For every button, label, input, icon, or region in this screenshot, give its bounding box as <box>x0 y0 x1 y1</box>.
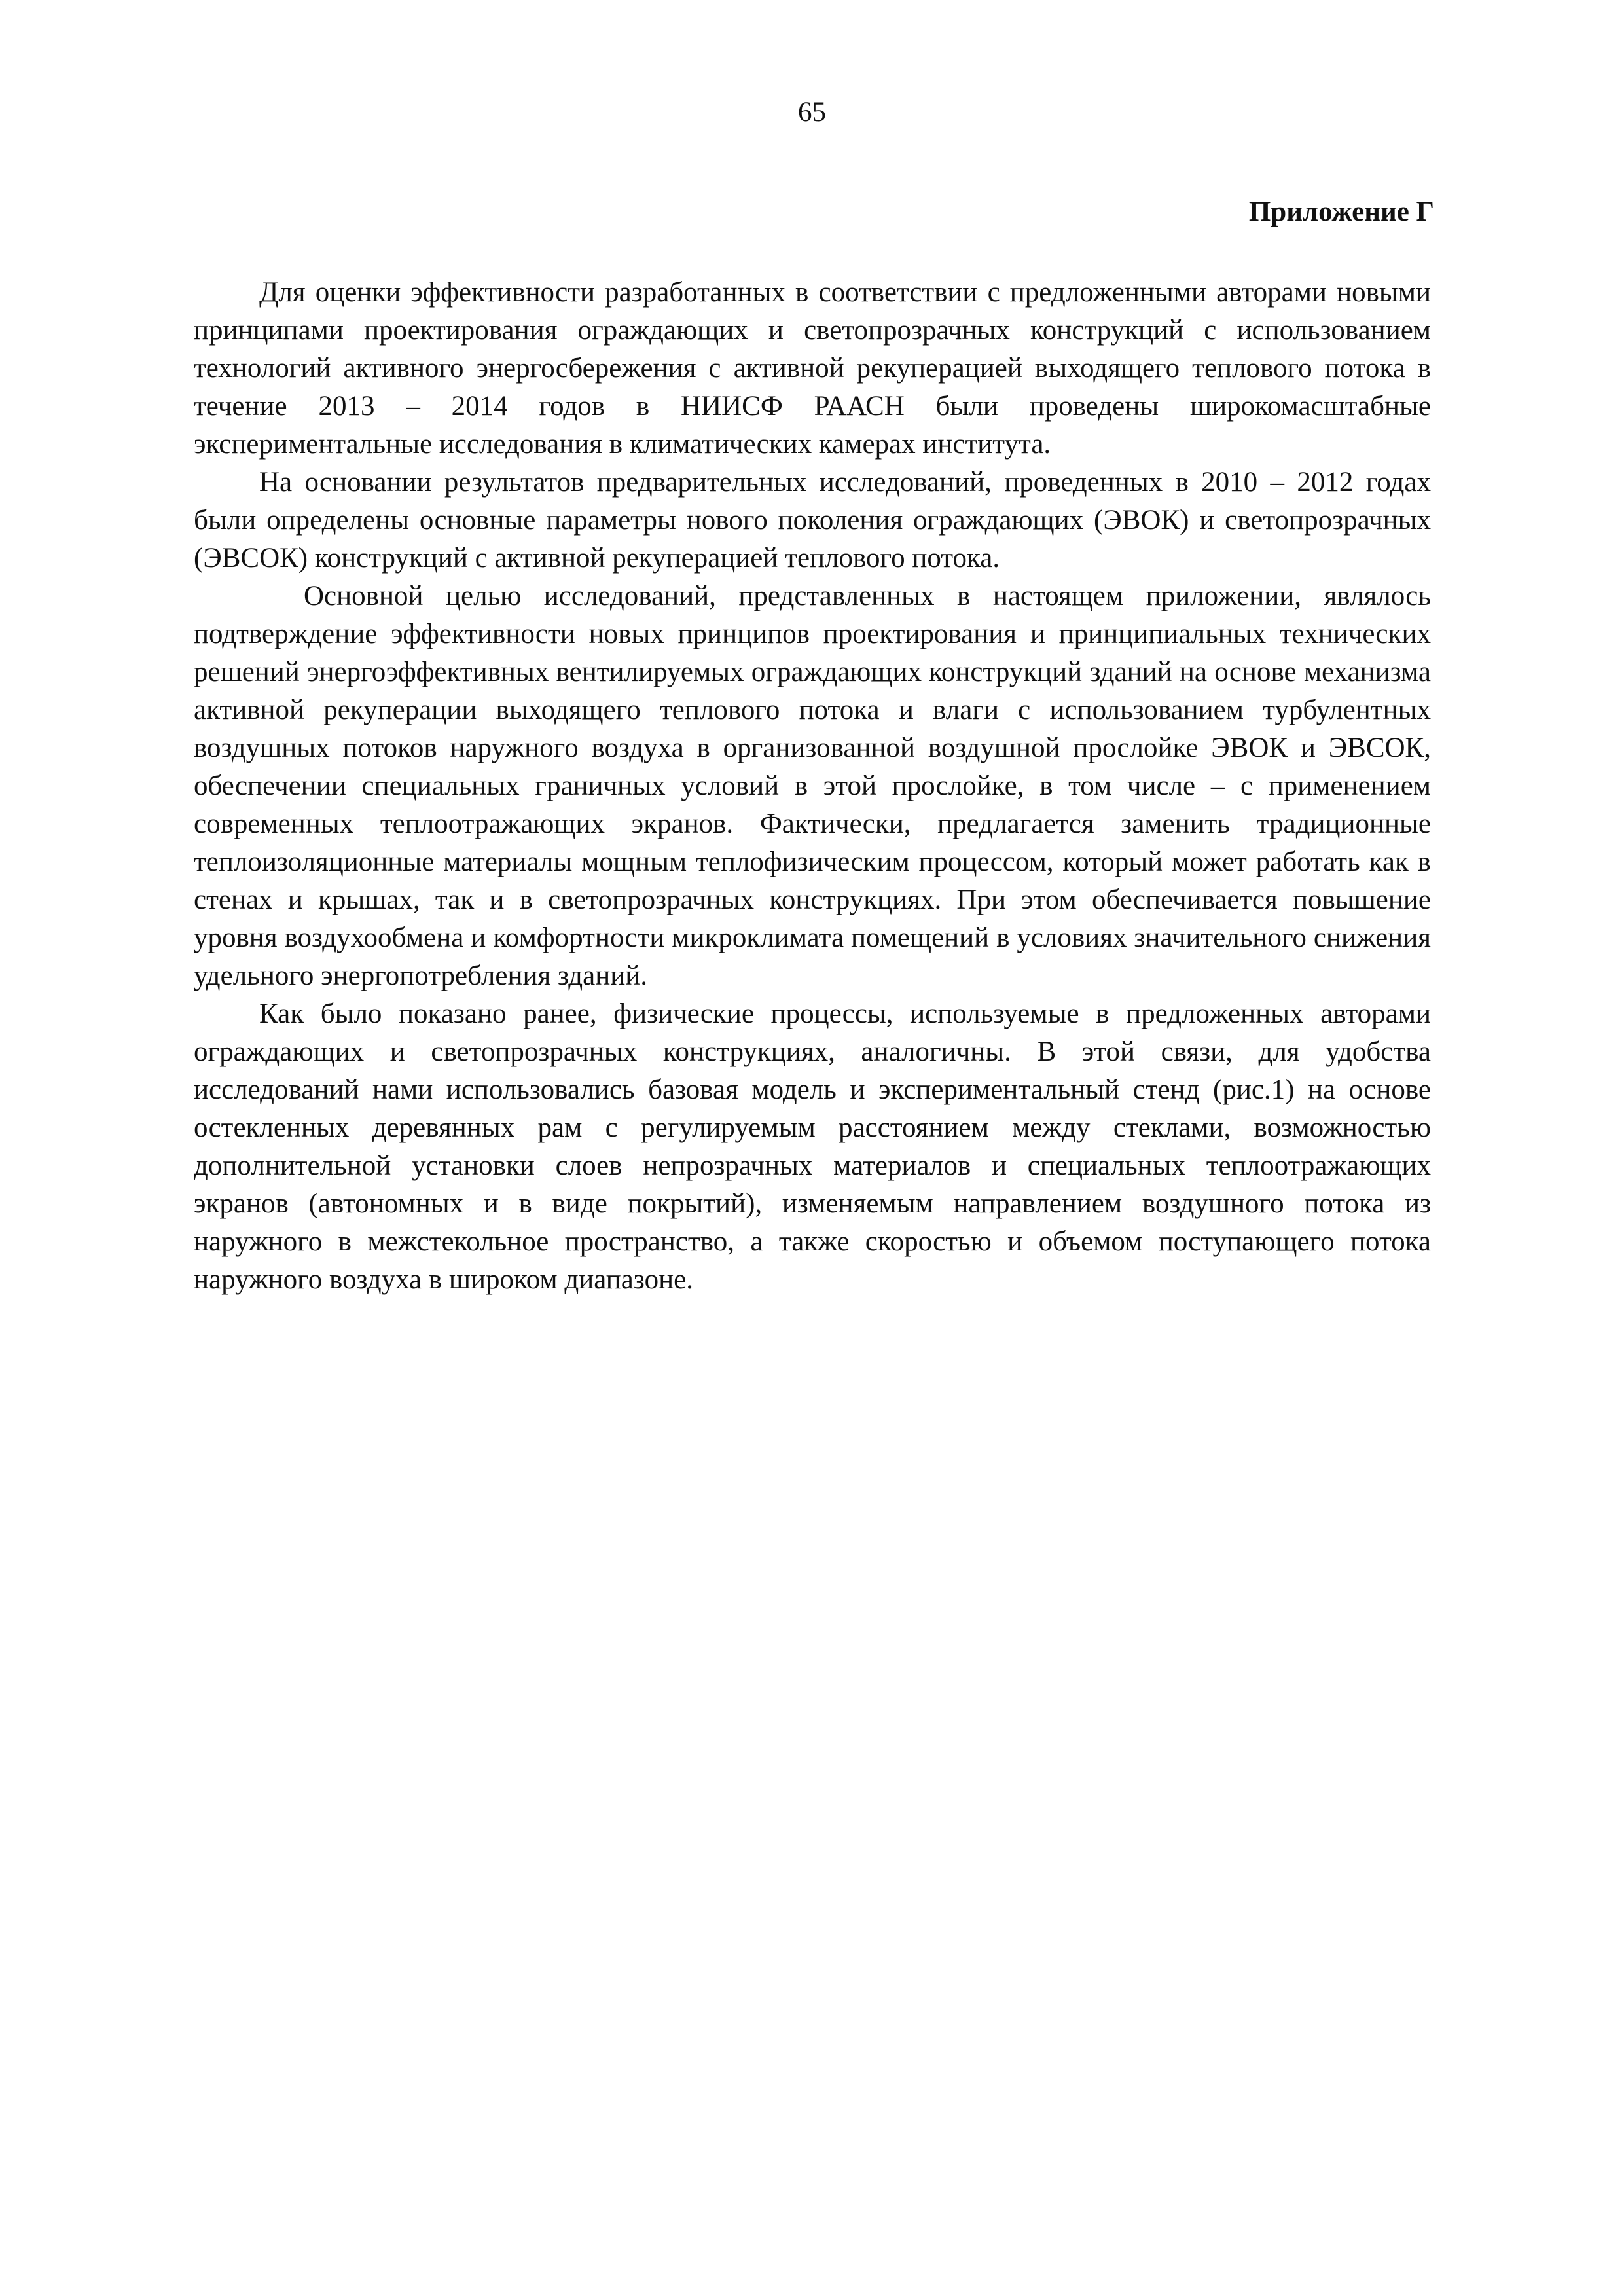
paragraph-2: На основании результатов предварительных исследований, проведенных в 2010 – 2012 годах были определены основные параметры нового поколения ограждающих (ЭВОК) и светопрозрачных (ЭВСОК) конструкций с активной рекуперацией теплового потока. <box>194 467 1431 574</box>
appendix-title: Приложение Г <box>1248 196 1434 227</box>
paragraph-3: Основной целью исследований, представленных в настоящем приложении, являлось подтверждение эффективности новых принципов проектирования и принципиальных технических решений энергоэффективных вентилируемых ограждающих конструкций зданий на основе механизма активной рекуперации выходящего теплового потока и влаги с использованием турбулентных воздушных потоков наружного воздуха в организованной воздушной прослойке ЭВОК и ЭВСОК, обеспечении специальных граничных условий в этой прослойке, в том числе – с применением современных теплоотражающих экранов. Фактически, предлагается заменить традиционные теплоизоляционные материалы мощным теплофизическим процессом, который может работать как в стенах и крышах, так и в светопрозрачных конструкциях. При этом обеспечивается повышение уровня воздухообмена и комфортности микроклимата помещений в условиях значительного снижения удельного энергопотребления зданий. <box>194 581 1431 991</box>
page-number: 65 <box>798 97 826 128</box>
paragraph-1: Для оценки эффективности разработанных в соответствии с предложенными авторами новыми принципами проектирования ограждающих и светопрозрачных конструкций с использованием технологий активного энергосбережения с активной рекуперацией выходящего теплового потока в течение 2013 – 2014 годов в НИИСФ РААСН были проведены широкомасштабные экспериментальные исследования в климатических камерах института. <box>194 277 1431 460</box>
document-body <box>194 274 1431 1299</box>
paragraph-4: Как было показано ранее, физические процессы, используемые в предложенных авторами ограждающих и светопрозрачных конструкциях, аналогичны. В этой связи, для удобства исследований нами использовались базовая модель и экспериментальный стенд (рис.1) на основе остекленных деревянных рам с регулируемым расстоянием между стеклами, возможностью дополнительной установки слоев непрозрачных материалов и специальных теплоотражающих экранов (автономных и в виде покрытий), изменяемым направлением воздушного потока из наружного в межстекольное пространство, а также скоростью и объемом поступающего потока наружного воздуха в широком диапазоне. <box>194 998 1431 1295</box>
